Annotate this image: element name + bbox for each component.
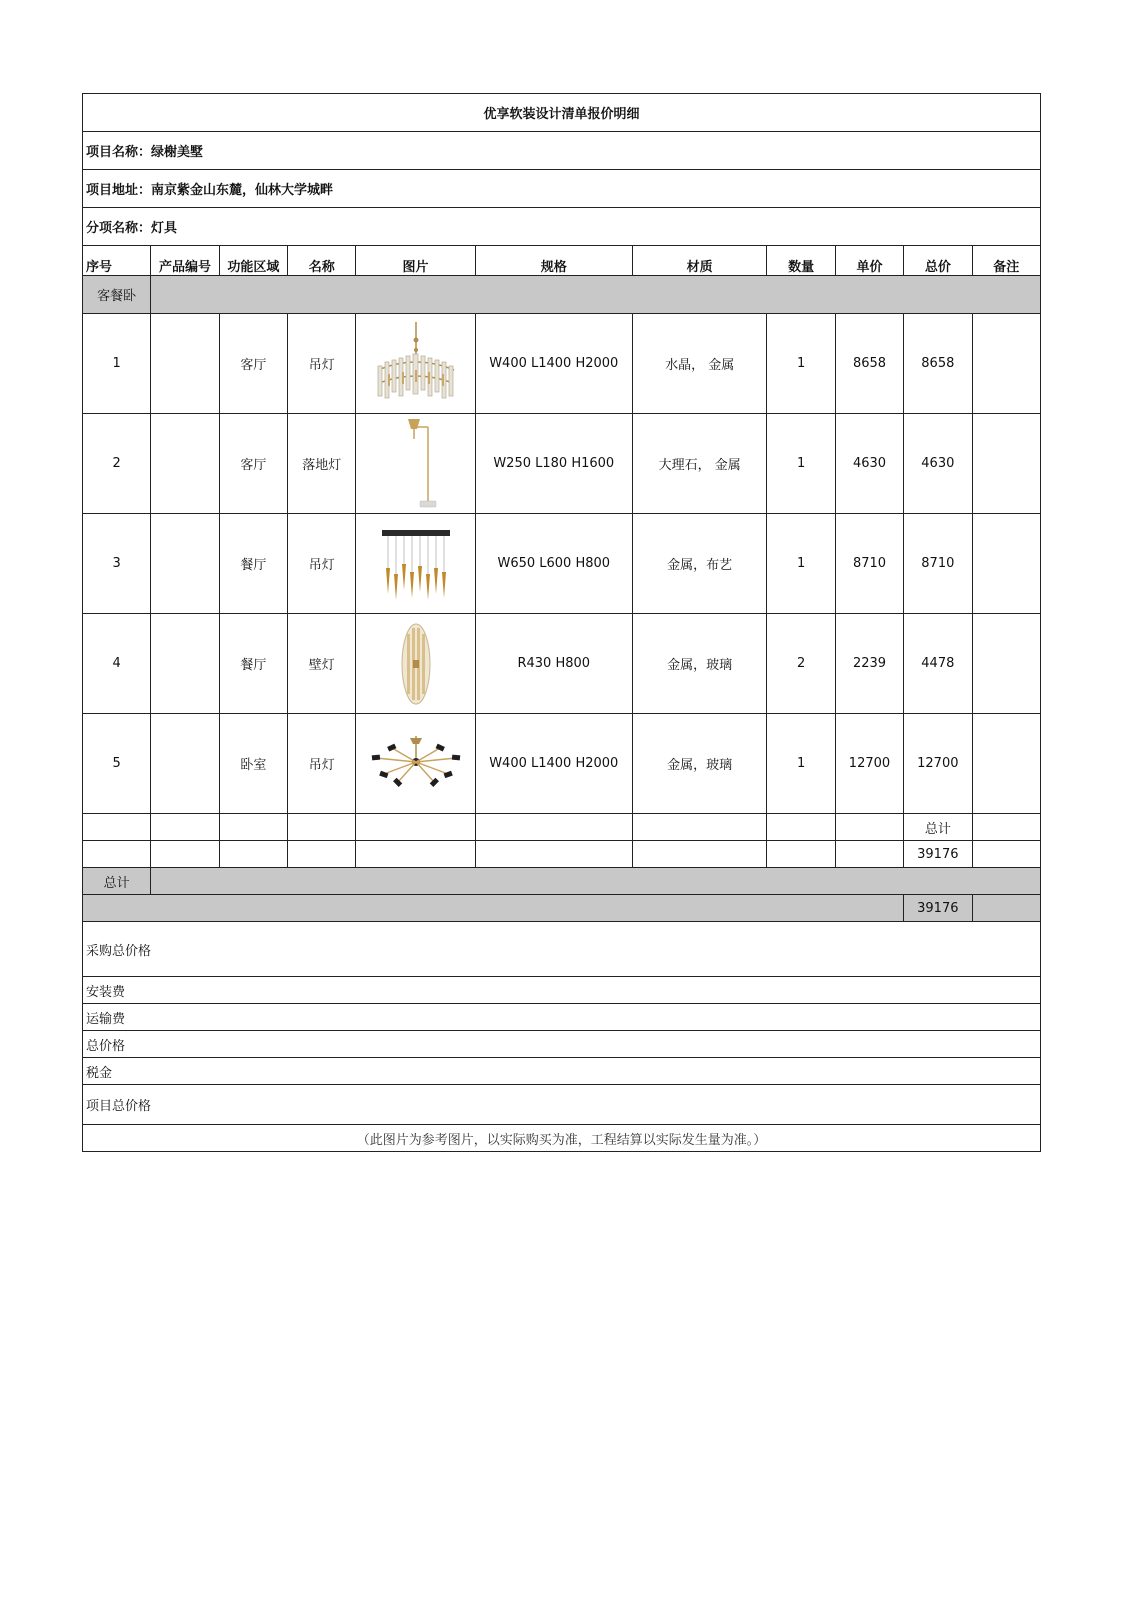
header-code: 产品编号 — [151, 246, 219, 276]
sub-item-name: 分项名称：灯具 — [83, 208, 1041, 246]
item-material: 大理石， 金属 — [632, 414, 767, 514]
item-qty: 2 — [767, 614, 835, 714]
item-code — [151, 514, 219, 614]
item-spec: W400 L1400 H2000 — [475, 714, 632, 814]
tax-label: 税金 — [83, 1058, 1041, 1085]
floor-lamp-icon — [386, 417, 446, 511]
header-remark: 备注 — [972, 246, 1041, 276]
item-name: 吊灯 — [288, 714, 356, 814]
total-band — [151, 868, 1041, 895]
item-remark — [972, 514, 1041, 614]
subtotal-label-row — [83, 814, 1041, 841]
item-spec: R430 H800 — [475, 614, 632, 714]
header-total: 总价 — [904, 246, 972, 276]
item-name: 吊灯 — [288, 514, 356, 614]
subtotal-value-row — [83, 841, 1041, 868]
section-label: 客餐卧 — [83, 276, 151, 314]
installation-fee-label: 安装费 — [83, 977, 1041, 1004]
item-name: 壁灯 — [288, 614, 356, 714]
total-value-row — [83, 895, 1041, 922]
item-unit-price: 12700 — [835, 714, 903, 814]
table-row — [83, 514, 1041, 614]
item-no: 5 — [83, 714, 151, 814]
item-no: 2 — [83, 414, 151, 514]
item-material: 金属，布艺 — [632, 514, 767, 614]
total-label: 总计 — [83, 868, 151, 895]
header-unit-price: 单价 — [835, 246, 903, 276]
header-area: 功能区域 — [219, 246, 287, 276]
item-code — [151, 414, 219, 514]
total-price-label: 总价格 — [83, 1031, 1041, 1058]
item-name: 吊灯 — [288, 314, 356, 414]
transport-fee-label: 运输费 — [83, 1004, 1041, 1031]
item-no: 4 — [83, 614, 151, 714]
item-total: 8710 — [904, 514, 972, 614]
linear-chandelier-icon — [376, 524, 456, 604]
item-spec: W250 L180 H1600 — [475, 414, 632, 514]
subtotal-value: 39176 — [904, 841, 972, 868]
wall-lamp-icon — [396, 620, 436, 708]
item-qty: 1 — [767, 514, 835, 614]
sputnik-chandelier-icon — [368, 734, 464, 794]
item-spec: W400 L1400 H2000 — [475, 314, 632, 414]
item-code — [151, 614, 219, 714]
item-material: 金属，玻璃 — [632, 714, 767, 814]
item-qty: 1 — [767, 314, 835, 414]
item-remark — [972, 614, 1041, 714]
item-unit-price: 4630 — [835, 414, 903, 514]
item-total: 12700 — [904, 714, 972, 814]
project-total-label: 项目总价格 — [83, 1085, 1041, 1125]
item-remark — [972, 314, 1041, 414]
item-total: 8658 — [904, 314, 972, 414]
item-qty: 1 — [767, 414, 835, 514]
item-image — [356, 414, 475, 514]
project-address: 项目地址：南京紫金山东麓，仙林大学城畔 — [83, 170, 1041, 208]
quotation-sheet — [82, 93, 1041, 1152]
section-band — [151, 276, 1041, 314]
header-name: 名称 — [288, 246, 356, 276]
item-area: 餐厅 — [219, 614, 287, 714]
table-row — [83, 414, 1041, 514]
item-unit-price: 8658 — [835, 314, 903, 414]
header-image: 图片 — [356, 246, 475, 276]
item-no: 1 — [83, 314, 151, 414]
item-total: 4630 — [904, 414, 972, 514]
item-name: 落地灯 — [288, 414, 356, 514]
project-name: 项目名称：绿榭美墅 — [83, 132, 1041, 170]
item-remark — [972, 714, 1041, 814]
item-qty: 1 — [767, 714, 835, 814]
item-material: 金属，玻璃 — [632, 614, 767, 714]
item-area: 卧室 — [219, 714, 287, 814]
item-image — [356, 614, 475, 714]
sheet-title: 优享软装设计清单报价明细 — [83, 94, 1041, 132]
header-no: 序号 — [83, 246, 151, 276]
header-spec: 规格 — [475, 246, 632, 276]
item-total: 4478 — [904, 614, 972, 714]
item-code — [151, 714, 219, 814]
purchase-total-label: 采购总价格 — [83, 922, 1041, 977]
item-no: 3 — [83, 514, 151, 614]
item-image — [356, 314, 475, 414]
header-row — [83, 246, 1041, 276]
item-area: 客厅 — [219, 314, 287, 414]
crystal-chandelier-icon — [368, 320, 464, 408]
total-value: 39176 — [904, 895, 972, 922]
reference-note: （此图片为参考图片，以实际购买为准，工程结算以实际发生量为准。） — [83, 1125, 1041, 1152]
header-qty: 数量 — [767, 246, 835, 276]
item-unit-price: 2239 — [835, 614, 903, 714]
item-unit-price: 8710 — [835, 514, 903, 614]
item-code — [151, 314, 219, 414]
table-row — [83, 714, 1041, 814]
item-image — [356, 514, 475, 614]
table-row — [83, 614, 1041, 714]
header-material: 材质 — [632, 246, 767, 276]
item-material: 水晶， 金属 — [632, 314, 767, 414]
item-area: 客厅 — [219, 414, 287, 514]
item-area: 餐厅 — [219, 514, 287, 614]
item-image — [356, 714, 475, 814]
table-row — [83, 314, 1041, 414]
item-spec: W650 L600 H800 — [475, 514, 632, 614]
item-remark — [972, 414, 1041, 514]
subtotal-label: 总计 — [904, 814, 972, 841]
